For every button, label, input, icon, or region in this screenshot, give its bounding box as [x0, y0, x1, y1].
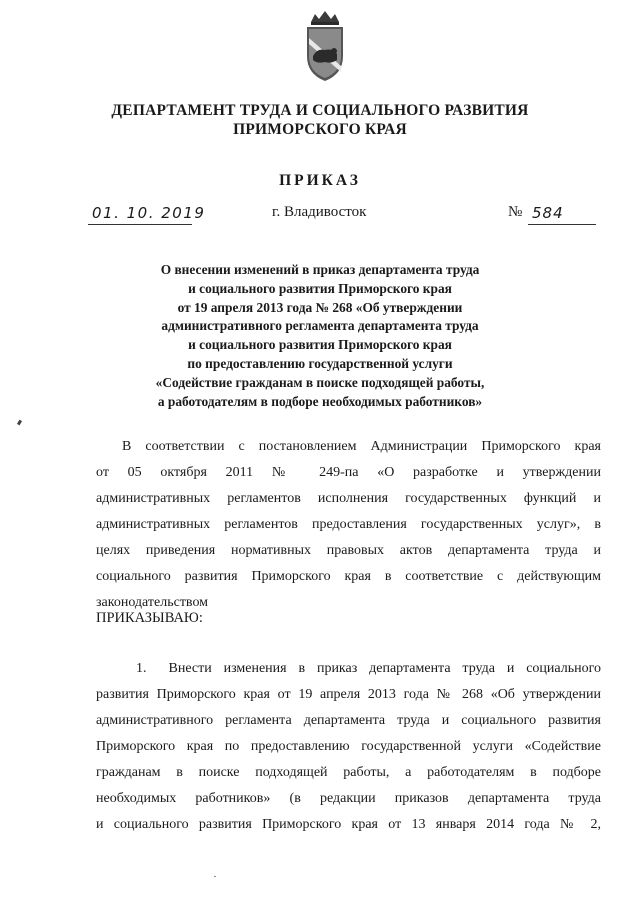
- title-line: от 19 апреля 2013 года № 268 «Об утверждении: [177, 299, 463, 315]
- preamble-line: от 05 октября 2011 № 249-па «О разработке и утверждении: [96, 465, 601, 480]
- preamble-paragraph: [96, 434, 601, 616]
- title-line: и социального развития Приморского края: [188, 337, 452, 353]
- preamble-line: социального развития Приморского края в соответствие с действующим: [96, 569, 601, 584]
- scan-speck: [214, 876, 216, 877]
- preamble-line: В соответствии с постановлением Администрации Приморского края: [122, 439, 601, 454]
- department-name-line1: ДЕПАРТАМЕНТ ТРУДА И СОЦИАЛЬНОГО РАЗВИТИЯ: [111, 102, 529, 119]
- preamble-line: административных регламентов предоставления государственных услуг», в: [96, 517, 601, 532]
- department-name-line2: ПРИМОРСКОГО КРАЯ: [233, 121, 407, 138]
- item-1-first-line: [96, 656, 601, 682]
- scan-mark: [17, 420, 22, 426]
- item-1-line: гражданам в поиске подходящей работы, а работодателям в подборе: [96, 765, 601, 780]
- item-1-line: развития Приморского края от 19 апреля 2013 года № 268 «Об утверждении: [96, 687, 601, 702]
- item-1-number: 1.: [136, 661, 147, 676]
- order-title: [130, 261, 510, 411]
- item-1-line: необходимых работников» (в редакции приказов департамента труда: [96, 791, 601, 806]
- title-line: по предоставлению государственной услуги: [187, 355, 453, 371]
- preamble-line: законодательством: [96, 595, 209, 610]
- coat-of-arms-emblem: [303, 8, 347, 84]
- preamble-line: административных регламентов исполнения государственных функций и: [96, 491, 601, 506]
- item-1-line: и социального развития Приморского края от 13 января 2014 года № 2,: [96, 817, 601, 832]
- preamble-line: целях приведения нормативных правовых актов департамента труда и: [96, 543, 601, 558]
- item-1-paragraph: [96, 656, 601, 838]
- order-date: 01. 10. 2019: [92, 204, 206, 222]
- title-line: О внесении изменений в приказ департамента труда: [160, 262, 480, 277]
- ordering-word: ПРИКАЗЫВАЮ:: [96, 610, 203, 626]
- title-line: и социального развития Приморского края: [188, 280, 452, 296]
- order-number: 584: [532, 204, 564, 222]
- order-number-sign: №: [508, 204, 523, 220]
- title-line: административного регламента департамента труда: [161, 318, 479, 334]
- title-line: «Содействие гражданам в поиске подходящей работы,: [155, 374, 485, 390]
- number-underline: [528, 224, 596, 225]
- date-underline: [88, 224, 192, 225]
- order-city: г. Владивосток: [272, 204, 367, 220]
- item-1-line: административного регламента департамента труда и социального развития: [96, 713, 601, 728]
- item-1-lead-text: Внести изменения в приказ департамента труда и социального: [168, 661, 601, 676]
- title-line: а работодателям в подборе необходимых работников»: [157, 393, 483, 409]
- item-1-line: Приморского края по предоставлению государственной услуги «Содействие: [96, 739, 601, 754]
- document-type-heading: ПРИКАЗ: [279, 172, 361, 189]
